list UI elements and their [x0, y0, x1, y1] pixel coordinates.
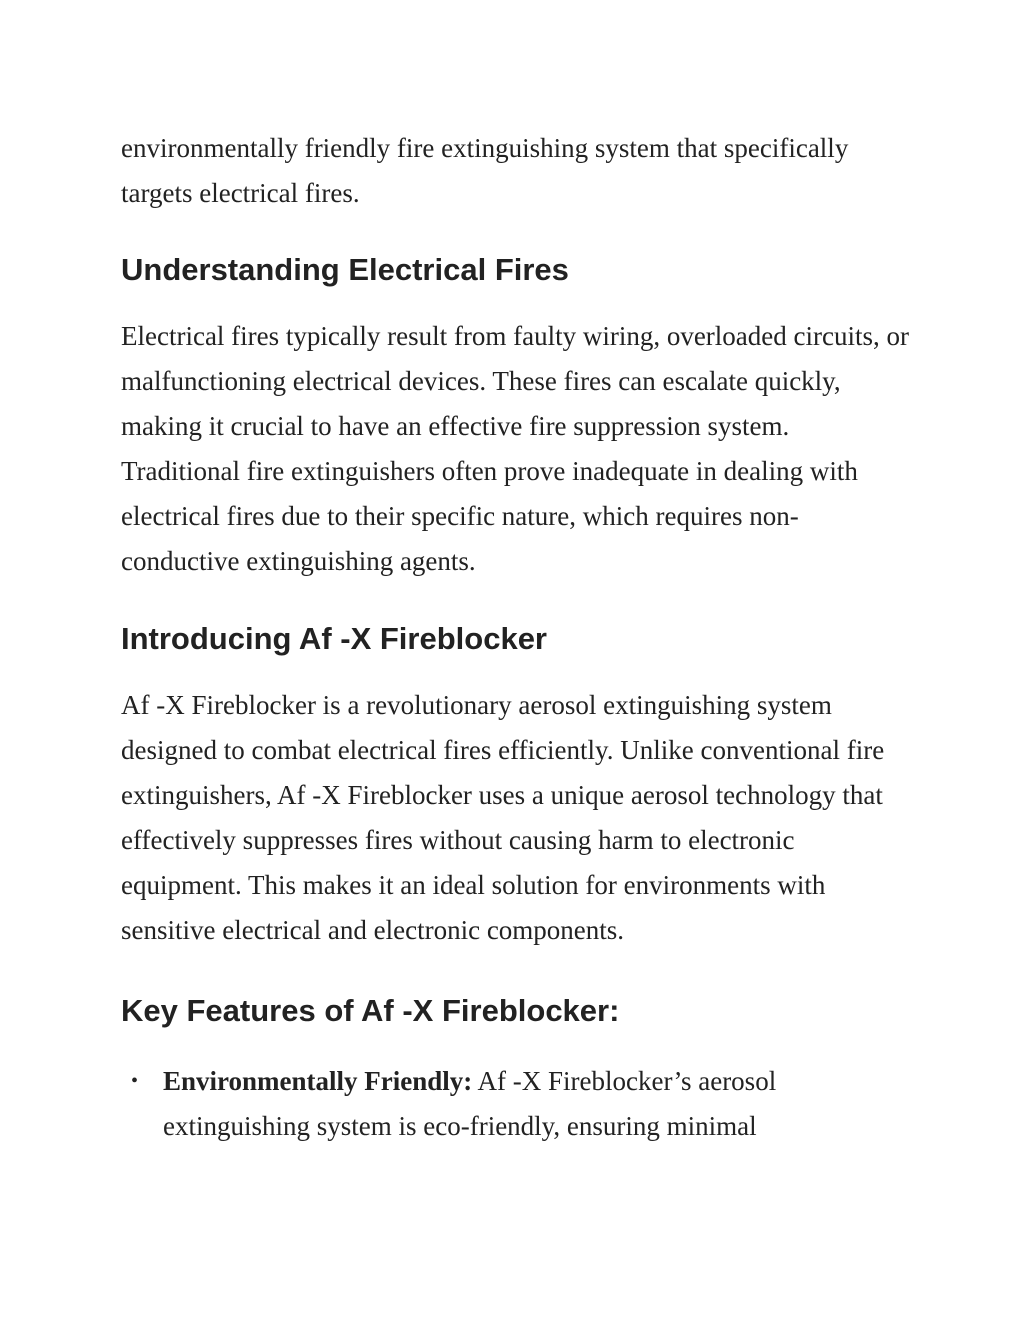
introducing-paragraph: Af -X Fireblocker is a revolutionary aerosol extinguishing system designed to combat electrical fires efficiently. Unlike conventional fire extinguishers, Af -X Fireblocker uses a unique aerosol technology that effectively suppresses fires without causing harm to electronic equipment. This makes it an ideal solution for environments with sensitive electrical and electronic components. [121, 690, 885, 945]
bullet-icon: • [131, 1070, 139, 1092]
heading-key-features: Key Features of Af -X Fireblocker: [121, 993, 620, 1028]
heading-introducing-af-x-fireblocker: Introducing Af -X Fireblocker [121, 621, 547, 656]
feature-title: Environmentally Friendly: [163, 1066, 473, 1096]
intro-paragraph: environmentally friendly fire extinguishing system that specifically targets electrical fires. [121, 133, 849, 208]
document-page [121, 126, 911, 1149]
understanding-paragraph: Electrical fires typically result from faulty wiring, overloaded circuits, or malfunctioning electrical devices. These fires can escalate quickly, making it crucial to have an effective fire suppression system. Traditional fire extinguishers often prove inadequate in dealing with electrical fires due to their specific nature, which requires non-conductive extinguishing agents. [121, 321, 909, 576]
list-item [121, 1059, 911, 1149]
features-list [121, 1059, 911, 1149]
feature-text: Af -X Fireblocker’s aerosol extinguishing system is eco-friendly, ensuring minimal [163, 1066, 777, 1141]
heading-understanding-electrical-fires: Understanding Electrical Fires [121, 252, 569, 287]
